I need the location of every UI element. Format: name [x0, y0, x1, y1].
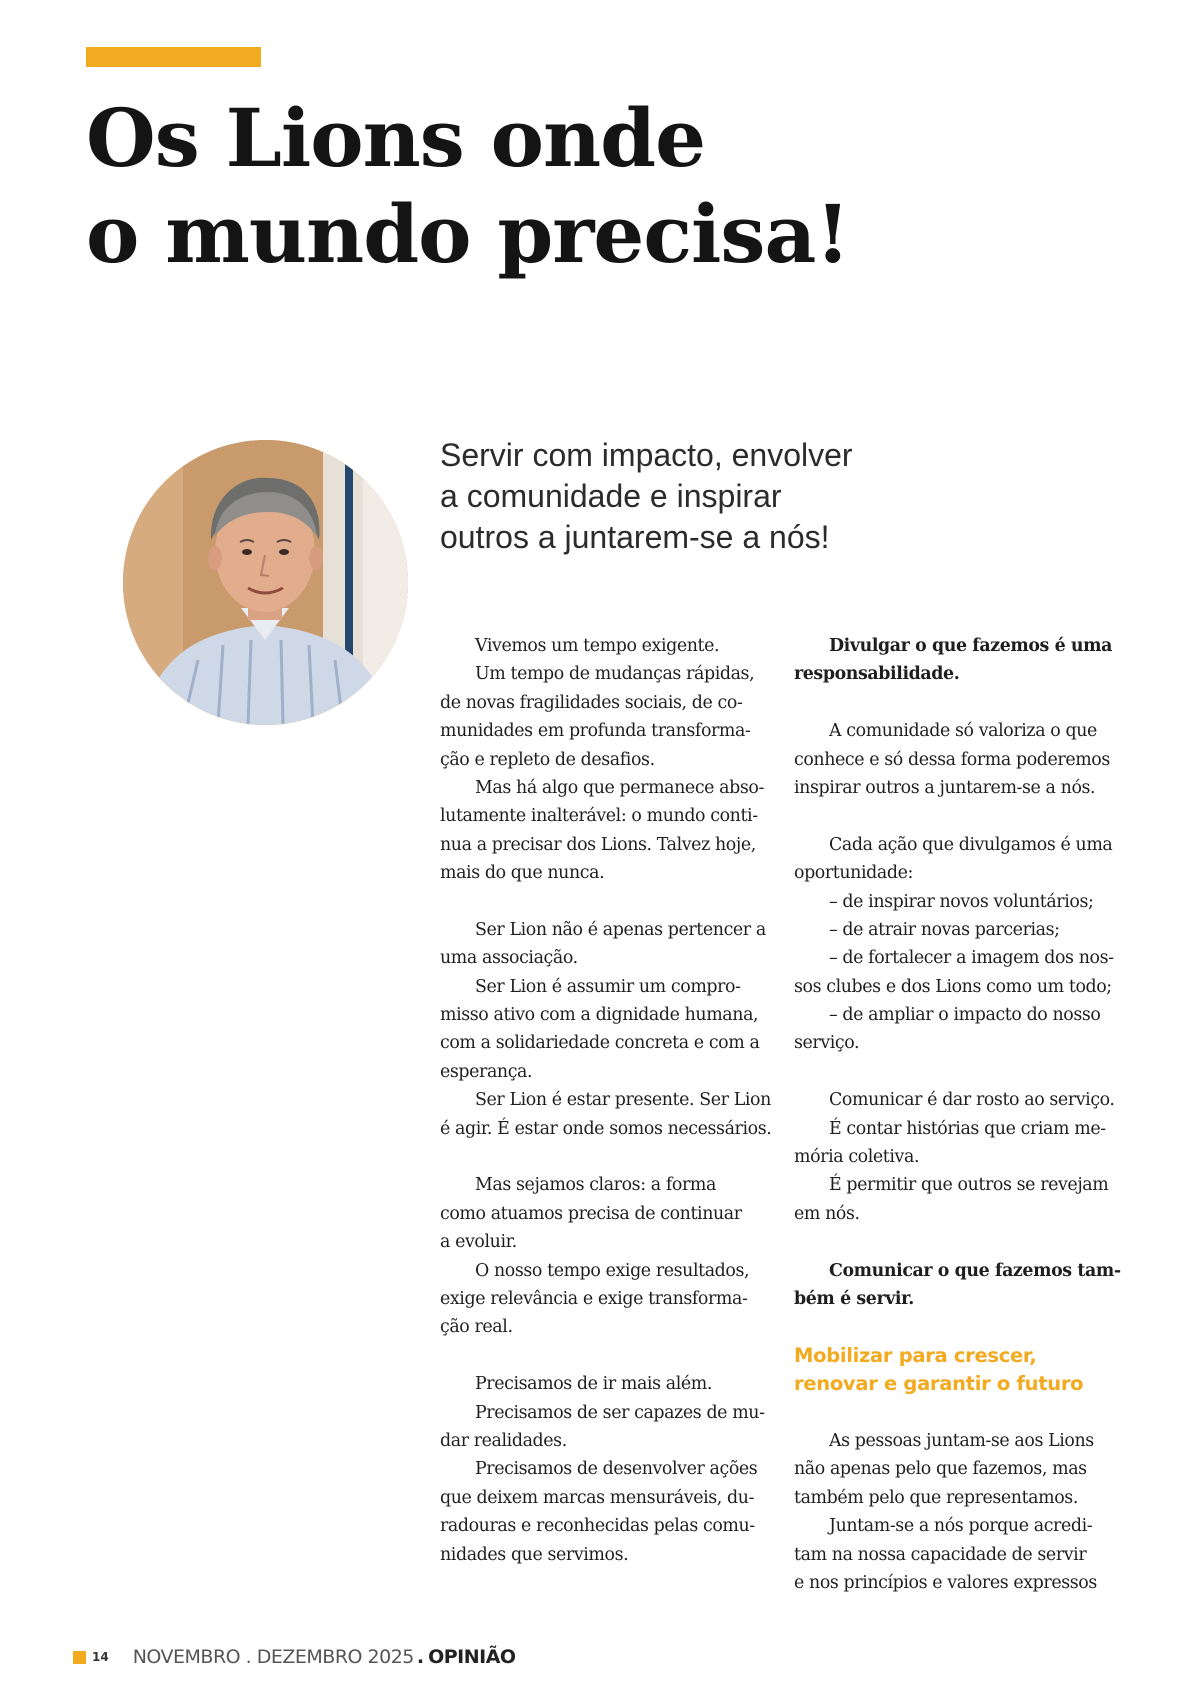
body-text-line: que deixem marcas mensuráveis, du- [440, 1487, 755, 1508]
body-text-line: a evoluir. [440, 1232, 517, 1253]
body-text-line: uma associação. [440, 948, 578, 969]
body-text-line: também pelo que representamos. [794, 1487, 1078, 1508]
headline [86, 90, 849, 282]
body-text-line: é agir. É estar onde somos necessários. [440, 1118, 772, 1139]
body-text-line: As pessoas juntam-se aos Lions [829, 1430, 1094, 1451]
body-text-line: mais do que nunca. [440, 863, 605, 884]
body-text-line: Mas sejamos claros: a forma [475, 1175, 716, 1196]
body-text-line: tam na nossa capacidade de servir [794, 1544, 1087, 1565]
page-footer [73, 1646, 516, 1668]
body-text-line: com a solidariedade concreta e com a [440, 1033, 760, 1054]
paragraph-gap [794, 689, 1124, 717]
body-text-line: nua a precisar dos Lions. Talvez hoje, [440, 834, 756, 855]
body-text-line: de novas fragilidades sociais, de co- [440, 692, 743, 713]
body-text-line: nidades que servimos. [440, 1544, 629, 1565]
body-text-line: É permitir que outros se revejam [829, 1175, 1109, 1196]
subtitle-line: outros a juntarem-se a nós! [440, 519, 830, 555]
headline-line-1: Os Lions onde [86, 91, 705, 185]
body-text-line: radouras e reconhecidas pelas comu- [440, 1516, 755, 1537]
paragraph-gap [440, 1143, 770, 1171]
body-text-line: Comunicar é dar rosto ao serviço. [829, 1090, 1115, 1111]
body-text-line: O nosso tempo exige resultados, [475, 1260, 750, 1281]
body-text-line: Um tempo de mudanças rápidas, [475, 664, 755, 685]
body-text-line: Ser Lion é estar presente. Ser Lion [475, 1090, 771, 1111]
body-text-line: Precisamos de ser capazes de mu- [475, 1402, 765, 1423]
author-portrait [123, 440, 408, 725]
footer-separator: . [416, 1646, 425, 1668]
section-heading-line: renovar e garantir o futuro [794, 1372, 1084, 1396]
section-name: OPINIÃO [428, 1646, 516, 1668]
body-text-line: em nós. [794, 1203, 860, 1224]
body-text-line: É contar histórias que criam me- [829, 1118, 1106, 1139]
body-text-line: Juntam-se a nós porque acredi- [829, 1516, 1093, 1537]
paragraph-gap [794, 1313, 1124, 1341]
paragraph-gap [794, 1058, 1124, 1086]
body-text-line: Comunicar o que fazemos tam- [829, 1260, 1121, 1281]
subtitle-line: a comunidade e inspirar [440, 478, 782, 514]
issue-date: NOVEMBRO . DEZEMBRO 2025 [132, 1646, 414, 1668]
body-text-line: bém é servir. [794, 1288, 914, 1309]
paragraph-gap [794, 802, 1124, 830]
body-text-line: – de ampliar o impacto do nosso [829, 1005, 1101, 1026]
body-text-line: lutamente inalterável: o mundo conti- [440, 806, 758, 827]
body-text-line: sos clubes e dos Lions como um todo; [794, 976, 1112, 997]
body-text-line: Ser Lion não é apenas pertencer a [475, 919, 766, 940]
body-text-line: Precisamos de desenvolver ações [475, 1459, 758, 1480]
paragraph-gap [440, 1342, 770, 1370]
body-column-left [440, 632, 770, 1569]
paragraph-gap [440, 888, 770, 916]
body-text-line: como atuamos precisa de continuar [440, 1203, 742, 1224]
body-text-line: munidades em profunda transforma- [440, 721, 751, 742]
accent-bar [86, 47, 261, 67]
body-text-line: ção real. [440, 1317, 513, 1338]
body-text-line: conhece e só dessa forma poderemos [794, 749, 1110, 770]
footer-accent-square [73, 1651, 86, 1664]
body-text-line: – de atrair novas parcerias; [829, 919, 1060, 940]
body-text-line: oportunidade: [794, 863, 913, 884]
page-number: 14 [92, 1650, 109, 1664]
body-text-line: A comunidade só valoriza o que [829, 721, 1097, 742]
body-column-right [794, 632, 1124, 1597]
body-text-line: Precisamos de ir mais além. [475, 1374, 712, 1395]
headline-line-2: o mundo precisa! [86, 187, 850, 281]
body-text-line: não apenas pelo que fazemos, mas [794, 1459, 1087, 1480]
paragraph-gap [794, 1228, 1124, 1256]
subtitle-line: Servir com impacto, envolver [440, 437, 853, 473]
body-text-line: serviço. [794, 1033, 860, 1054]
paragraph-gap [794, 1399, 1124, 1427]
body-text-line: e nos princípios e valores expressos [794, 1572, 1097, 1593]
body-text-line: Cada ação que divulgamos é uma [829, 834, 1113, 855]
body-text-line: esperança. [440, 1061, 533, 1082]
body-text-line: – de inspirar novos voluntários; [829, 891, 1094, 912]
section-heading-line: Mobilizar para crescer, [794, 1343, 1037, 1367]
body-text-line: dar realidades. [440, 1430, 567, 1451]
body-text-line: Ser Lion é assumir um compro- [475, 976, 741, 997]
body-text-line: Mas há algo que permanece abso- [475, 777, 764, 798]
body-text-line: Vivemos um tempo exigente. [475, 636, 720, 656]
body-text-line: Divulgar o que fazemos é uma [829, 636, 1113, 656]
body-text-line: responsabilidade. [794, 664, 960, 685]
body-text-line: mória coletiva. [794, 1147, 920, 1168]
body-text-line: ção e repleto de desafios. [440, 749, 655, 770]
subtitle [440, 435, 853, 558]
body-text-line: misso ativo com a dignidade humana, [440, 1005, 759, 1026]
body-text-line: – de fortalecer a imagem dos nos- [829, 948, 1114, 969]
body-text-line: inspirar outros a juntarem-se a nós. [794, 777, 1096, 798]
body-text-line: exige relevância e exige transforma- [440, 1288, 748, 1309]
